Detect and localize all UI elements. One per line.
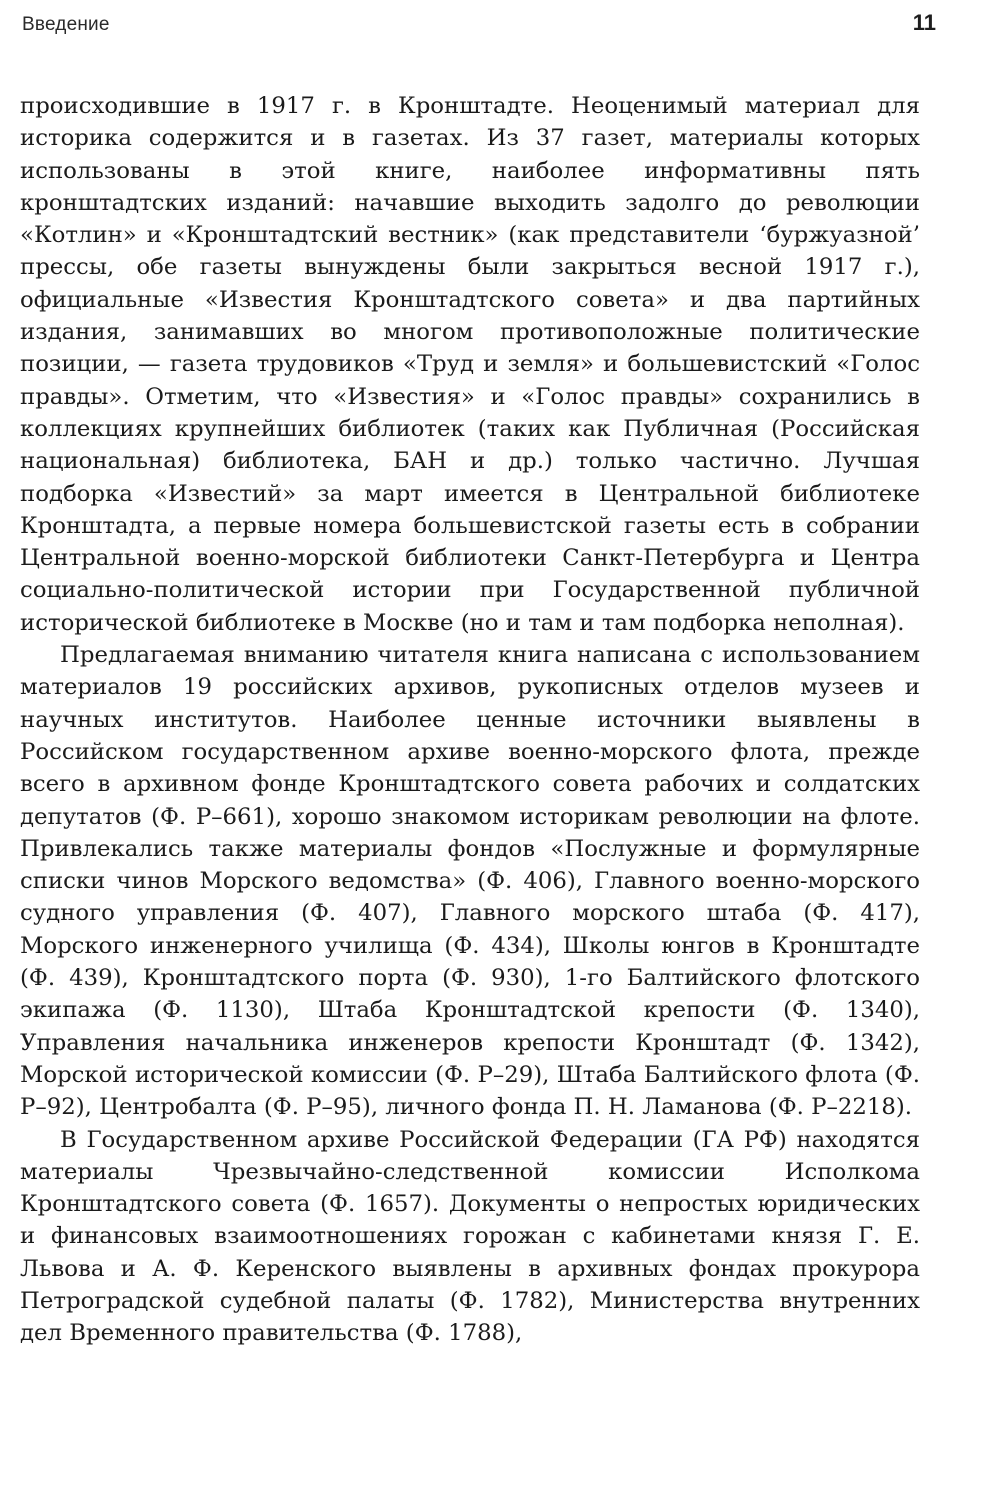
paragraph-archives: Предлагаемая вниманию читателя книга написана с использованием материалов 19 российских архивов, рукописных отделов музеев и научных институтов. Наиболее ценные источники выявлены в Российском государственном архиве военно-морского флота, прежде всего в архивном фонде Кронштадтского совета рабочих и солдатских депутатов (Ф. Р–661), хорошо знакомом историкам революции на флоте. Привлекались также материалы фондов «Послужные и формулярные списки чинов Морского ведомства» (Ф. 406), Главного военно-морского судного управления (Ф. 407), Главного морского штаба (Ф. 417), Морского инженерного училища (Ф. 434), Школы юнгов в Кронштадте (Ф. 439), Кронштадтского порта (Ф. 930), 1-го Балтийского флотского экипажа (Ф. 1130), Штаба Кронштадтской крепости (Ф. 1340), Управления начальника инженеров крепости Кронштадт (Ф. 1342), Морской исторической комиссии (Ф. Р–29), Штаба Балтийского флота (Ф. Р–92), Центробалта (Ф. Р–95), личного фонда П. Н. Ламанова (Ф. Р–2218). [20,642,920,1121]
paragraph-ga-rf: В Государственном архиве Российской Федерации (ГА РФ) находятся материалы Чрезвычайно-следственной комиссии Исполкома Кронштадтского совета (Ф. 1657). Документы о непростых юридических и финансовых взаимоотношениях горожан с кабинетами князя Г. Е. Львова и А. Ф. Керенского выявлены в архивных фондах прокурора Петроградской судебной палаты (Ф. 1782), Министерства внутренних дел Временного правительства (Ф. 1788), [20,1126,920,1347]
running-title: Введение [22,14,110,35]
page-header [22,10,936,40]
page-number: 11 [912,10,936,35]
paragraph-continuation: происходившие в 1917 г. в Кронштадте. Неоценимый материал для историка содержится и в газетах. Из 37 газет, материалы которых использованы в этой книге, наиболее информативны пять кронштадтских изданий: начавшие выходить задолго до революции «Котлин» и «Кронштадтский вестник» (как представители ‘буржуазной’ прессы, обе газеты вынуждены были закрыться весной 1917 г.), официальные «Известия Кронштадтского совета» и два партийных издания, занимавших во многом противоположные политические позиции, — газета трудовиков «Труд и земля» и большевистский «Голос правды». Отметим, что «Известия» и «Голос правды» сохранились в коллекциях крупнейших библиотек (таких как Публичная (Российская национальная) библиотека, БАН и др.) только частично. Лучшая подборка «Известий» за март имеется в Центральной библиотеке Кронштадта, а первые номера большевистской газеты есть в собрании Центральной военно-морской библиотеки Санкт-Петербурга и Центра социально-политической истории при Государственной публичной исторической библиотеке в Москве (но и там и там подборка неполная). [20,93,920,636]
text-body [20,90,920,1350]
